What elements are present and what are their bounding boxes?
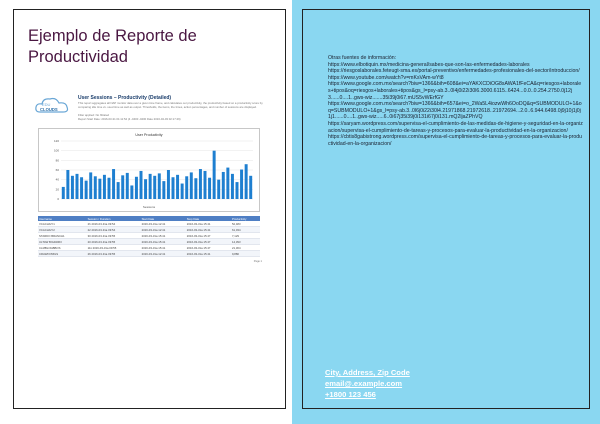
table-cell: ULTAW BIG94063 — [38, 239, 87, 245]
table-cell: 20 2016-03-31a 09:55 — [87, 239, 141, 245]
table-cell: 2016-03-31a 15:47 — [186, 239, 231, 245]
table-cell: STARDO BRANCH1 — [38, 233, 87, 239]
table-cell: 21,304 — [231, 245, 260, 251]
svg-text:CLOUDS: CLOUDS — [40, 107, 58, 112]
chart-y-tick-label: 0 — [57, 197, 59, 201]
chart-bar — [240, 170, 243, 199]
chart-bar — [130, 185, 133, 199]
table-cell: 7,129 — [231, 233, 260, 239]
chart-bar — [153, 176, 156, 199]
report-heading: User Sessions – Productivity (Detailed) — [78, 95, 172, 101]
chart-bar — [172, 177, 175, 199]
table-cell: 22 2016-03-31a 09:54 — [87, 227, 141, 233]
chart-bar — [222, 172, 225, 199]
table-cell: 111 2016-03-31a 09:55 — [87, 245, 141, 251]
chart-bar — [117, 182, 120, 199]
chart-y-tick-label: 120 — [53, 139, 59, 143]
table-cell: 2016-03-31a 12:41 — [141, 227, 186, 233]
table-cell: 30 2016-03-31a 09:55 — [87, 233, 141, 239]
chart-bar — [80, 177, 83, 199]
source-link[interactable]: https://www.google.com.mx/search?biw=1366&bih=608&ei=aYAKXCDiOG8sAWA1fFeCA&q=riesgos+laborales+tipos&oq=riesgos+laborales+tipos&gs_l=psy-ab.3..0l4j0i22i30l6.3000.6115..6424...0.0..0.254.2750.0j12j3......0....1..gws-wiz.......35i39j0i67.mUS5vWErfGY — [328, 81, 582, 101]
report-meta — [78, 114, 266, 122]
chart-y-tick-label: 100 — [53, 148, 59, 153]
table-cell: CLMBLOGBBOS — [38, 245, 87, 251]
report-meta-line: Report Start Date: 2016-03-31 01:11:54 (4 -0400 -0400 Date 2016-04-03 02:17:49) — [78, 116, 181, 121]
chart-bar — [208, 178, 211, 199]
report-meta-line: Filter applied: No filtrated — [78, 113, 110, 117]
phone-link[interactable]: +1800 123 456 — [325, 390, 376, 399]
svg-text:EDU: EDU — [42, 102, 51, 107]
chart-bar — [213, 151, 216, 199]
source-link[interactable]: https://www.youtube.com/watch?v=mKsVAm-wYt8 — [328, 74, 444, 81]
sources-heading: Otras fuentes de información: — [328, 55, 397, 61]
chart-bar — [85, 181, 88, 199]
table-cell: 2016-03-31a 15:41 — [141, 233, 186, 239]
chart-bar — [98, 179, 101, 199]
edu-clouds-logo — [34, 94, 72, 116]
chart-svg — [39, 129, 259, 211]
table-cell: 14,393 — [231, 239, 260, 245]
chart-bar — [140, 171, 143, 199]
table-cell: 2016-03-31a 15:41 — [186, 227, 231, 233]
table-cell: 61,034 — [231, 227, 260, 233]
chart-bar — [245, 164, 248, 199]
report-thumbnail — [34, 92, 266, 264]
cloud-logo-icon — [34, 94, 72, 116]
chart-y-tick-label: 20 — [55, 187, 59, 192]
source-link[interactable]: https://riesgoslaborales.feteugt-sma.es/portal-preventivo/enfermedades-profesionales-del-sector/introduccion/ — [328, 68, 580, 75]
column-header: Session / Duration — [87, 216, 141, 221]
chart-bar — [71, 176, 74, 199]
column-header: Start Date — [141, 216, 186, 221]
chart-y-tick-label: 40 — [55, 177, 59, 182]
email-link[interactable]: email@.example.com — [325, 379, 403, 388]
source-link[interactable]: https://cbtis8gabistrong.wordpress.com/supervisa-el-cumplimiento-de-tareas-y-procesos-para-evaluar-la-productividad-en-la-organizacion/ — [328, 134, 583, 147]
chart-bar — [194, 178, 197, 199]
column-header: Productivity — [231, 216, 260, 221]
chart-bar — [89, 172, 92, 199]
chart-bar — [66, 170, 69, 199]
chart-bar — [204, 171, 207, 199]
chart-bar — [185, 176, 188, 199]
table-cell: VCACHAIY1 — [38, 221, 87, 227]
chart-bar — [62, 187, 65, 199]
table-cell: CRAWF0S5GS — [38, 251, 87, 257]
chart-y-tick-label: 80 — [55, 158, 59, 163]
source-link[interactable]: https://www.google.com.mx/search?biw=1366&bih=657&ei=o_2Wa5L4iozwWh6OoDQ&q=SUBMODULO+1&oq=SUBMODULO+1&gs_l=psy-ab.3..0l6j0i22i30l4.21971868.21972618..21972694...2.0..6.944.6498.0j9j10j1j0j1j1......0....1..gws-wiz.....6..0i67j35i39j0i131i67j0i131.mQ2ljaZPhVQ — [328, 101, 582, 121]
chart-bar — [158, 173, 161, 199]
report-description: This report aggregates all NAP monitor data over a given time frame, and calculates our productivity, the productivity based on a productivity score by comparing idle time vs. used time as well as output. Thresholds, the items, the times, action percentages, and number of sessions are displayed. — [78, 101, 263, 109]
table-cell: 2016-03-31a 15:47 — [186, 245, 231, 251]
table-row — [38, 251, 260, 257]
column-header: Username — [38, 216, 87, 221]
sources-list — [328, 55, 583, 147]
source-link[interactable]: https://saryam.wordpress.com/supervisa-el-cumplimiento-de-las-medidas-de-higiene-y-seguridad-en-la-organizacion/supervisa-el-cumplimiento-de-tareas-y-procesos-para-evaluar-la-productividad-en-la-organizacion/ — [328, 120, 583, 134]
chart-bar — [190, 172, 193, 199]
chart-bar — [226, 168, 229, 199]
chart-bar — [217, 180, 220, 199]
table-cell: 2016-03-31a 15:41 — [141, 239, 186, 245]
document-title: Ejemplo de Reporte de Productividad — [28, 27, 197, 66]
table-cell: 2016-03-31a 15:41 — [186, 251, 231, 257]
chart-title: User Productivity — [135, 133, 163, 137]
table-cell: 26 2016-03-31a 09:55 — [87, 251, 141, 257]
chart-bar — [94, 176, 97, 199]
chart-bar — [121, 175, 124, 199]
source-link[interactable]: https://www.elbotiquin.mx/medicina-general/sabes-que-son-las-enfermedades-laborales — [328, 61, 530, 68]
table-cell: 2h 2016-03-31a 09:54 — [87, 221, 141, 227]
column-header: Stop Date — [186, 216, 231, 221]
chart-bar — [144, 179, 147, 199]
sessions-table — [38, 216, 260, 257]
chart-bar — [236, 182, 239, 199]
chart-bar — [167, 170, 170, 199]
contact-block — [325, 367, 525, 400]
table-cell: 2016-03-31a 15:41 — [186, 221, 231, 227]
chart-bar — [135, 177, 138, 199]
address-link[interactable]: City, Address, Zip Code — [325, 368, 410, 377]
table-cell: 2016-03-31a 15:47 — [186, 233, 231, 239]
chart-y-tick-label: 60 — [55, 168, 59, 172]
chart-bar — [249, 176, 252, 199]
chart-bar — [112, 169, 115, 199]
chart-bar — [162, 181, 165, 199]
table-cell: 52,483 — [231, 221, 260, 227]
table-cell: 2016-03-31a 12:41 — [141, 221, 186, 227]
chart-bar — [181, 184, 184, 199]
chart-bar — [199, 169, 202, 199]
chart-bar — [103, 175, 106, 199]
table-cell: 2016-03-31a 15:41 — [141, 245, 186, 251]
right-page — [292, 0, 600, 424]
chart-bar — [231, 174, 234, 199]
chart-xlabel: Sessions — [142, 205, 156, 209]
productivity-chart — [38, 128, 260, 212]
table-cell: 2016-03-31a 12:41 — [141, 251, 186, 257]
left-page — [0, 0, 292, 424]
page-number: Page 1 — [253, 260, 262, 263]
chart-bar — [108, 178, 111, 199]
table-cell: VCACHAIY2 — [38, 227, 87, 233]
chart-bar — [76, 174, 79, 199]
table-cell: 9,880 — [231, 251, 260, 257]
chart-bars — [62, 151, 252, 199]
chart-bar — [126, 173, 129, 199]
chart-bar — [149, 174, 152, 199]
chart-bar — [176, 175, 179, 199]
